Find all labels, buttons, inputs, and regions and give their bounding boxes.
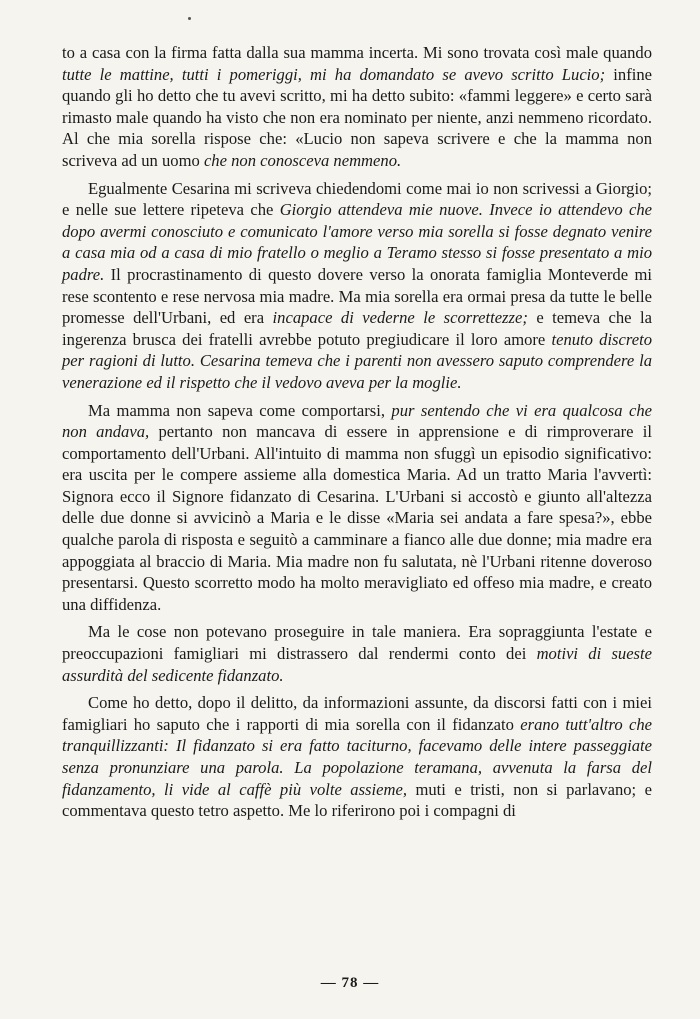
- text-run: Egualmente Cesarina mi scriveva chiedendomi come mai io non scrivessi a Giorgio; e nelle sue lettere ripeteva che: [62, 178, 652, 220]
- italic-text-run: tutte le mattine, tutti i pomeriggi, mi ha domandato se avevo scritto Lucio;: [62, 64, 606, 84]
- paragraph: [62, 42, 652, 172]
- italic-text-run: motivi di sueste assurdità del sedicente fidanzato.: [62, 644, 652, 685]
- paragraph: [62, 400, 652, 616]
- paragraph: [62, 692, 652, 822]
- italic-text-run: che non conosceva nemmeno.: [203, 150, 402, 170]
- text-run: e temeva che la ingerenza brusca dei fratelli avrebbe potuto pregiudicare il loro amore: [62, 308, 652, 349]
- speck-mark: [188, 17, 191, 20]
- italic-text-run: incapace di vederne le scorrettezze;: [272, 308, 528, 328]
- text-run: Ma le cose non potevano proseguire in tale maniera. Era sopraggiunta l'estate e preoccupazioni famigliari mi distrassero dal rendermi conto dei: [62, 622, 652, 664]
- text-run: Il procrastinamento di questo dovere verso la onorata famiglia Monteverde mi rese scontento e rese nervosa mia madre. Ma mia sorella era ormai presa da tutte le belle promesse dell'Urbani, ed era: [62, 264, 652, 328]
- page-number: — 78 —: [320, 975, 380, 991]
- text-run: pertanto non mancava di essere in apprensione e di rimproverare il comportamento dell'Urbani. All'intuito di mamma non sfuggì un episodio significativo: era uscita per le compere assieme alla domestica Maria. Ad un tratto Maria l'avvertì: Signora ecco il Signore fidanzato di Cesarina. L'Urbani si accostò e giunto all'altezza delle due donne si avvicinò a Maria e le disse «Maria sei andata a fare spesa?», ebbe qualche parola di risposta e seguitò a camminare a fianco alle due donne; mia madre era appoggiata al braccio di Maria. Mia madre non fu salutata, nè l'Urbani ritenne doveroso presentarsi. Questo scorretto modo ha molto meravigliato ed offeso mia madre, e creato una diffidenza.: [62, 422, 652, 614]
- text-run: muti e tristi, non si parlavano; e commentava questo tetro aspetto. Me lo riferirono poi i compagni di: [62, 779, 652, 821]
- italic-text-run: tenuto discreto per ragioni di lutto. Cesarina temeva che i parenti non avessero saputo comprendere la venerazione ed il rispetto che il vedovo aveva per la moglie.: [62, 329, 652, 392]
- paragraph: [62, 178, 652, 394]
- paragraph: [62, 621, 652, 686]
- text-run: infine quando gli ho detto che tu avevi scritto, mi ha detto subito: «fammi leggere» e certo sarà rimasto male quando ha visto che non era nominato per niente, anzi nemmeno ricordato. Al che mia sorella rispose che: «Lucio non sapeva scrivere e che la mamma non scriveva ad un uomo: [62, 64, 652, 170]
- text-run: Come ho detto, dopo il delitto, da informazioni assunte, da discorsi fatti con i miei famigliari ho saputo che i rapporti di mia sorella con il fidanzato: [62, 693, 652, 734]
- text-run: Ma mamma non sapeva come comportarsi,: [88, 400, 392, 420]
- italic-text-run: pur sentendo che vi era qualcosa che non andava,: [62, 400, 652, 442]
- text-run: to a casa con la firma fatta dalla sua mamma incerta. Mi sono trovata così male quando: [62, 43, 652, 62]
- page-body-text: [62, 42, 652, 822]
- italic-text-run: Giorgio attendeva mie nuove. Invece io attendevo che dopo avermi conosciuto e comunicato l'amore verso mia sorella si fosse degnato venire a casa mia od a casa di mio fratello o meglio a Teramo stesso si fosse presentato a mio padre.: [62, 200, 652, 284]
- italic-text-run: erano tutt'altro che tranquillizzanti: Il fidanzato si era fatto taciturno, facevamo delle intere passeggiate senza pronunziare una parola. La popolazione teramana, avvenuta la farsa del fidanzamento, li vide al caffè più volte assieme,: [62, 714, 652, 799]
